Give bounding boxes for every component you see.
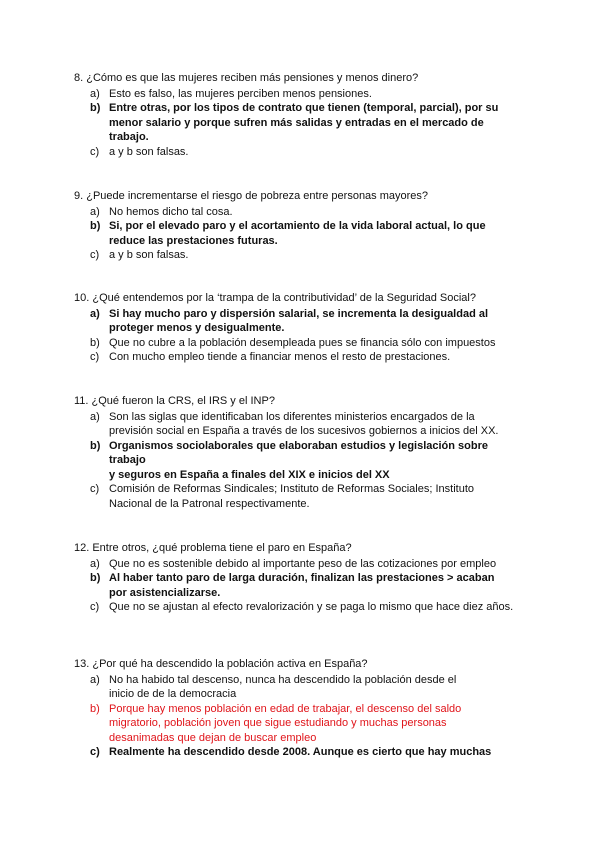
option-letter: b) bbox=[90, 572, 101, 584]
option-letter: a) bbox=[90, 557, 100, 570]
option-text-line-1: No ha habido tal descenso, nunca ha descendido la población desde el bbox=[109, 673, 457, 686]
option-b-highlighted bbox=[90, 702, 514, 746]
option-letter: b) bbox=[90, 220, 101, 232]
option-a bbox=[90, 87, 514, 102]
option-a bbox=[90, 673, 514, 702]
option-text-line-2: y seguros en España a finales del XIX e inicios del XX bbox=[109, 468, 390, 481]
option-text: Si hay mucho paro y dispersión salarial, se incrementa la desigualdad al proteger menos y desigualmente. bbox=[109, 307, 489, 334]
question-9 bbox=[74, 189, 514, 263]
option-letter: b) bbox=[90, 102, 101, 114]
option-letter: c) bbox=[90, 351, 100, 363]
option-text: Realmente ha descendido desde 2008. Aunque es cierto que hay muchas bbox=[109, 746, 492, 758]
option-c bbox=[90, 248, 514, 263]
option-b bbox=[90, 336, 514, 351]
option-text: No hemos dicho tal cosa. bbox=[109, 205, 233, 218]
question-title: 13. ¿Por qué ha descendido la población activa en España? bbox=[74, 658, 368, 670]
option-a bbox=[90, 205, 514, 220]
option-text: a y b son falsas. bbox=[109, 249, 189, 261]
question-title: 12. Entre otros, ¿qué problema tiene el paro en España? bbox=[74, 542, 352, 554]
option-letter: c) bbox=[90, 601, 100, 613]
option-text: Son las siglas que identificaban los diferentes ministerios encargados de la previsión social en España a través de los sucesivos gobiernos a inicios del XX. bbox=[109, 410, 499, 437]
option-letter: b) bbox=[90, 439, 101, 452]
option-text: Entre otras, por los tipos de contrato que tienen (temporal, parcial), por su menor salario y porque sufren más salidas y entradas en el mercado de trabajo. bbox=[109, 102, 499, 143]
option-letter: c) bbox=[90, 249, 100, 261]
question-title: 10. ¿Qué entendemos por la ‘trampa de la contributividad’ de la Seguridad Social? bbox=[74, 292, 476, 304]
option-c bbox=[90, 145, 514, 160]
option-text: Que no se ajustan al efecto revalorización y se paga lo mismo que hace diez años. bbox=[109, 601, 514, 613]
question-title: 8. ¿Cómo es que las mujeres reciben más pensiones y menos dinero? bbox=[74, 72, 419, 84]
option-letter: a) bbox=[90, 307, 100, 320]
option-text: Al haber tanto paro de larga duración, finalizan las prestaciones > acaban por asistencializarse. bbox=[109, 572, 495, 599]
option-text-line-2: inicio de de la democracia bbox=[109, 688, 237, 700]
option-b bbox=[90, 571, 514, 600]
option-text: Porque hay menos población en edad de trabajar, el descenso del saldo migratorio, población joven que sigue estudiando y muchas personas desanimadas que dejan de buscar empleo bbox=[109, 702, 462, 744]
option-c bbox=[90, 600, 514, 615]
option-letter: b) bbox=[90, 336, 100, 349]
option-letter: b) bbox=[90, 702, 100, 715]
option-text: Con mucho empleo tiende a financiar menos el resto de prestaciones. bbox=[109, 351, 451, 363]
option-text bbox=[109, 673, 514, 702]
question-12 bbox=[74, 541, 514, 615]
option-text: a y b son falsas. bbox=[109, 145, 189, 158]
option-c bbox=[90, 745, 514, 760]
option-letter: a) bbox=[90, 410, 100, 423]
option-text: Esto es falso, las mujeres perciben menos pensiones. bbox=[109, 87, 372, 100]
option-text bbox=[109, 439, 514, 483]
option-text: Que no cubre a la población desempleada pues se financia sólo con impuestos bbox=[109, 336, 496, 349]
question-10 bbox=[74, 291, 514, 365]
option-text-line-1: Organismos sociolaborales que elaboraban estudios y legislación sobre trabajo bbox=[109, 439, 489, 466]
option-a bbox=[90, 307, 514, 336]
option-letter: c) bbox=[90, 483, 100, 495]
question-11 bbox=[74, 394, 514, 511]
option-letter: a) bbox=[90, 87, 100, 100]
question-title: 11. ¿Qué fueron la CRS, el IRS y el INP? bbox=[74, 395, 275, 407]
option-letter: c) bbox=[90, 145, 100, 158]
option-letter: a) bbox=[90, 673, 100, 686]
option-a bbox=[90, 410, 514, 439]
option-c bbox=[90, 482, 514, 511]
question-8 bbox=[74, 71, 514, 159]
option-c bbox=[90, 350, 514, 365]
option-text: Comisión de Reformas Sindicales; Instituto de Reformas Sociales; Instituto Nacional de la Patronal respectivamente. bbox=[109, 483, 474, 510]
option-letter: a) bbox=[90, 205, 100, 218]
option-b bbox=[90, 101, 514, 145]
option-text: Que no es sostenible debido al importante peso de las cotizaciones por empleo bbox=[109, 557, 497, 570]
option-a bbox=[90, 557, 514, 572]
option-letter: c) bbox=[90, 746, 100, 758]
option-b bbox=[90, 439, 514, 483]
question-13 bbox=[74, 657, 514, 760]
option-b bbox=[90, 219, 514, 248]
option-text: Si, por el elevado paro y el acortamiento de la vida laboral actual, lo que reduce las prestaciones futuras. bbox=[109, 220, 486, 247]
question-title: 9. ¿Puede incrementarse el riesgo de pobreza entre personas mayores? bbox=[74, 190, 429, 202]
